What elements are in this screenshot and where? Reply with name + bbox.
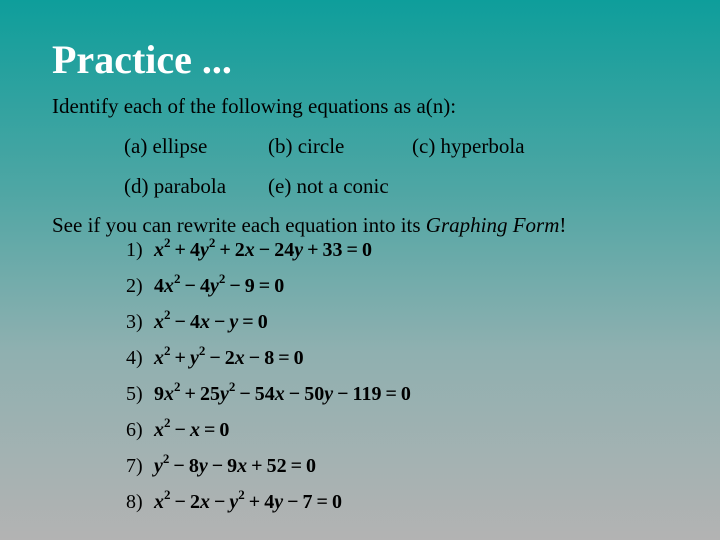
slide-title: Practice ... <box>52 37 232 82</box>
equation-1 <box>126 235 372 262</box>
equation-number: 1) <box>126 239 143 261</box>
equation-expression: $y^2 - 8y - 9x + 52 = 0$ <box>154 451 317 477</box>
equation-6 <box>126 415 230 442</box>
option-parabola: (d) parabola <box>124 174 227 198</box>
rewrite-emphasis: Graphing Form <box>425 213 560 237</box>
equation-number: 4) <box>126 347 143 369</box>
option-circle: (b) circle <box>268 134 345 158</box>
equation-8 <box>126 487 342 514</box>
equation-number: 2) <box>126 275 143 297</box>
equation-5 <box>126 379 411 406</box>
option-not-a-conic: (e) not a conic <box>268 174 389 198</box>
equation-4 <box>126 343 304 370</box>
equation-number: 8) <box>126 491 143 513</box>
rewrite-suffix: ! <box>559 213 567 237</box>
equation-number: 5) <box>126 383 143 405</box>
option-hyperbola: (c) hyperbola <box>412 134 525 158</box>
option-ellipse: (a) ellipse <box>124 134 208 158</box>
equation-expression: $x^2 - x = 0$ <box>154 415 230 441</box>
equation-expression: $x^2 + 4y^2 + 2x - 24y + 33 = 0$ <box>154 235 372 261</box>
equation-number: 7) <box>126 455 143 477</box>
equation-expression: $4x^2 - 4y^2 - 9 = 0$ <box>154 271 285 297</box>
equation-7 <box>126 451 317 478</box>
rewrite-instruction <box>52 213 566 238</box>
equation-expression: $x^2 - 2x - y^2 + 4y - 7 = 0$ <box>154 487 342 513</box>
equation-3 <box>126 307 268 334</box>
equation-expression: $x^2 - 4x - y = 0$ <box>154 307 268 333</box>
equation-expression: $x^2 + y^2 - 2x - 8 = 0$ <box>154 343 304 369</box>
equation-number: 3) <box>126 311 143 333</box>
rewrite-prefix: See if you can rewrite each equation into its <box>52 213 426 237</box>
equation-number: 6) <box>126 419 143 441</box>
equation-2 <box>126 271 285 298</box>
instruction-text: Identify each of the following equations as a(n): <box>52 94 457 118</box>
equation-expression: $9x^2 + 25y^2 - 54x - 50y - 119 = 0$ <box>154 379 411 405</box>
